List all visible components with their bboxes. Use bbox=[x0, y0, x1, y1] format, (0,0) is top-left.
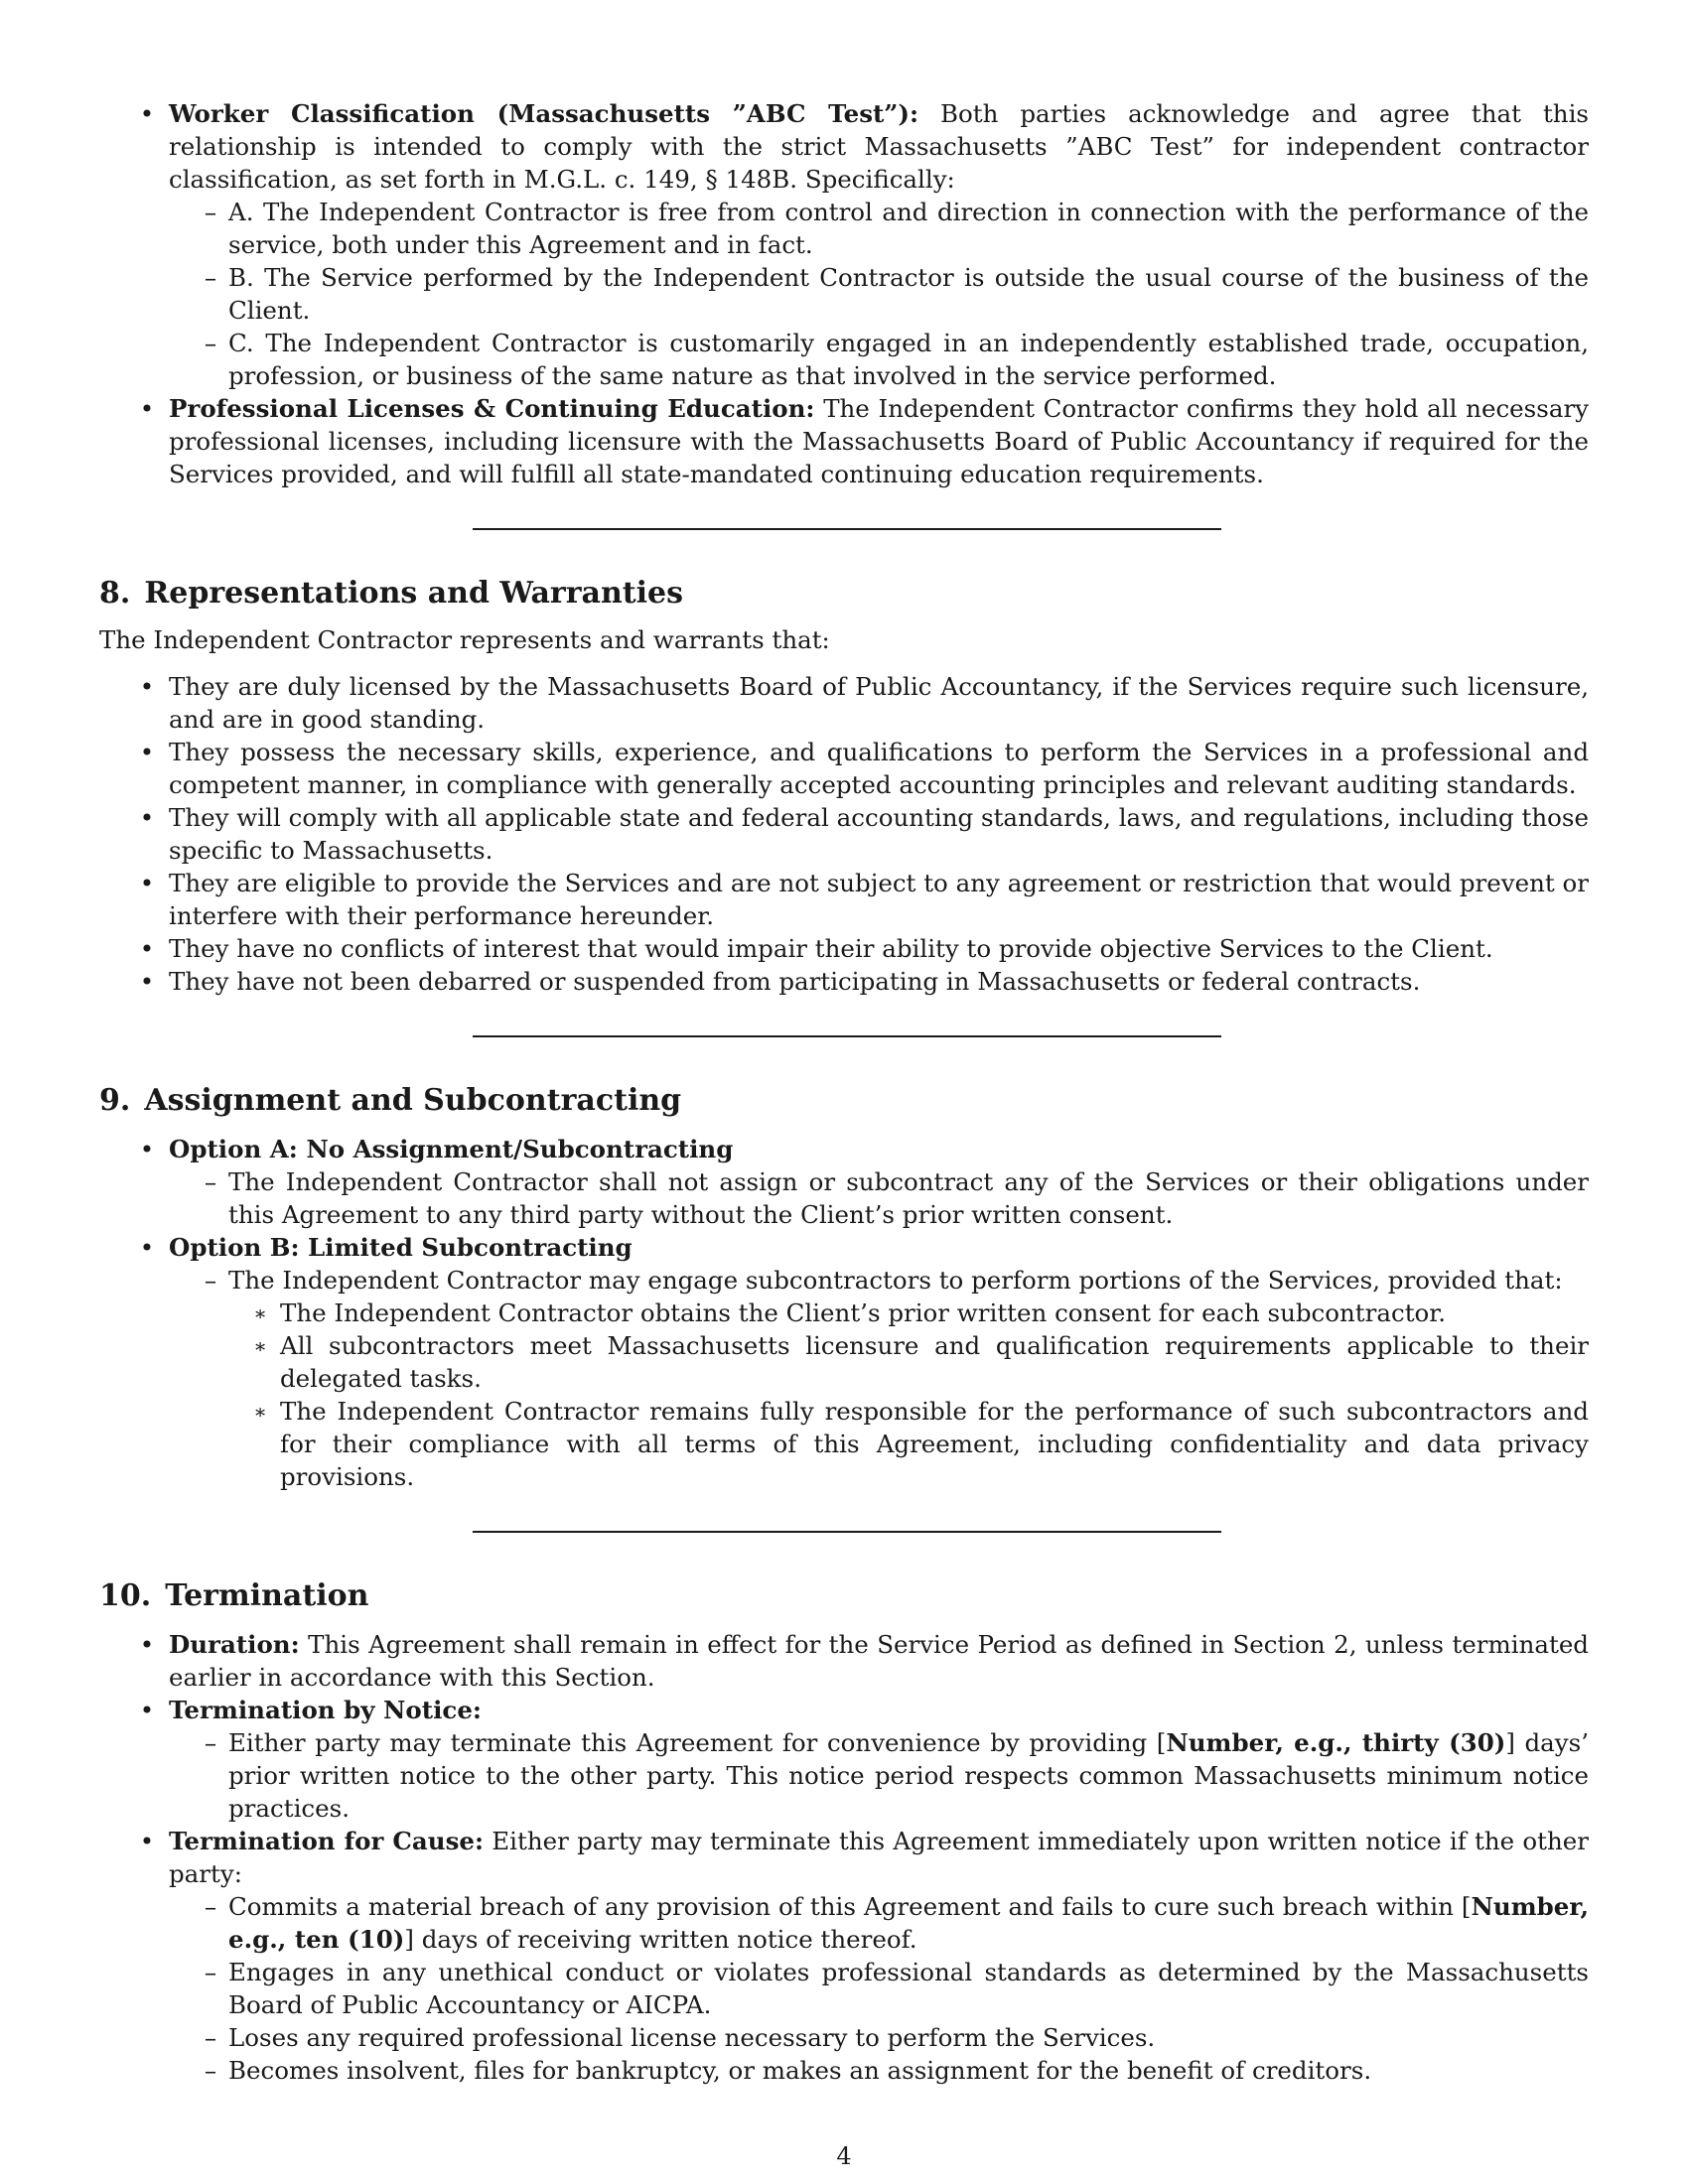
document-page bbox=[99, 97, 1589, 2087]
item-label: Termination for Cause: bbox=[169, 1827, 484, 1855]
list-item bbox=[169, 1956, 1589, 2021]
item-label: Duration: bbox=[169, 1630, 300, 1659]
item-text: The Independent Contractor shall not assign or subcontract any of the Services or their obligations under this Agreement to any third party without the Client’s prior written consent. bbox=[228, 1167, 1589, 1229]
item-text: All subcontractors meet Massachusetts licensure and qualification requirements applicable to their delegated tasks. bbox=[280, 1331, 1589, 1393]
section-8-intro: The Independent Contractor represents and warrants that: bbox=[99, 625, 830, 654]
item-text: They have not been debarred or suspended from participating in Massachusetts or federal contracts. bbox=[169, 967, 1421, 996]
bullet-marker: • bbox=[139, 1696, 155, 1724]
list-item bbox=[169, 1264, 1589, 1493]
dash-marker: – bbox=[204, 2056, 217, 2085]
list-item-option-b bbox=[99, 1231, 1589, 1493]
list-item bbox=[228, 1297, 1589, 1329]
item-text: The Independent Contractor may engage subcontractors to perform portions of the Services, provided that: bbox=[228, 1266, 1563, 1295]
bullet-marker: • bbox=[139, 934, 155, 963]
dash-marker: – bbox=[204, 1728, 217, 1757]
list-item bbox=[99, 670, 1589, 736]
bullet-marker: • bbox=[139, 394, 155, 423]
placeholder-number: Number, e.g., ten (10) bbox=[228, 1892, 1589, 1954]
list-item-termination-for-cause bbox=[99, 1825, 1589, 2087]
list-item bbox=[99, 965, 1589, 998]
section-number: 10. bbox=[99, 1578, 152, 1613]
dash-marker: – bbox=[204, 1958, 217, 1986]
page-number: 4 bbox=[836, 2142, 852, 2170]
section-title: Termination bbox=[165, 1578, 369, 1613]
bullet-marker: • bbox=[139, 869, 155, 897]
item-text-pre: Commits a material breach of any provision of this Agreement and fails to cure such breach within [ bbox=[228, 1892, 1472, 1921]
subcontracting-conditions-list bbox=[228, 1297, 1589, 1493]
item-text: C. The Independent Contractor is customarily engaged in an independently established trade, occupation, profession, or business of the same nature as that involved in the service performed. bbox=[228, 329, 1589, 390]
item-text: A. The Independent Contractor is free from control and direction in connection with the performance of the service, both under this Agreement and in fact. bbox=[228, 198, 1589, 259]
item-label: Termination by Notice: bbox=[169, 1696, 482, 1724]
section-8-heading bbox=[99, 576, 1589, 612]
list-item bbox=[99, 801, 1589, 867]
section-title: Representations and Warranties bbox=[144, 576, 683, 611]
section-divider bbox=[473, 1531, 1221, 1533]
section-divider bbox=[473, 528, 1221, 530]
bullet-marker: • bbox=[139, 1233, 155, 1262]
bullet-marker: • bbox=[139, 1630, 155, 1659]
option-label: Option A: No Assignment/Subcontracting bbox=[169, 1135, 734, 1163]
list-item-termination-by-notice bbox=[99, 1694, 1589, 1825]
bullet-marker: • bbox=[139, 967, 155, 996]
assignment-options-list bbox=[99, 1133, 1589, 1493]
item-text: The Independent Contractor confirms they hold all necessary professional licenses, including licensure with the Massachusetts Board of Public Accountancy if required for the Services provided, and will fulfill all state-mandated continuing education requirements. bbox=[169, 394, 1589, 488]
item-text: Either party may terminate this Agreement immediately upon written notice if the other party: bbox=[169, 1827, 1589, 1888]
bullet-marker: • bbox=[139, 1135, 155, 1163]
termination-list bbox=[99, 1628, 1589, 2087]
item-label: Worker Classification (Massachusetts ”ABC Test”): bbox=[169, 99, 919, 128]
dash-marker: – bbox=[204, 263, 217, 292]
item-text: Becomes insolvent, files for bankruptcy, or makes an assignment for the benefit of creditors. bbox=[228, 2056, 1372, 2085]
list-item-abc-c bbox=[169, 327, 1589, 392]
section-divider bbox=[473, 1035, 1221, 1037]
dash-marker: – bbox=[204, 1167, 217, 1196]
item-text: Loses any required professional license necessary to perform the Services. bbox=[228, 2023, 1156, 2052]
list-item bbox=[228, 1395, 1589, 1493]
warranties-list bbox=[99, 670, 1589, 998]
list-item-abc-b bbox=[169, 261, 1589, 327]
cause-conditions-list bbox=[169, 1890, 1589, 2087]
item-text-pre: Either party may terminate this Agreement for convenience by providing [ bbox=[228, 1728, 1167, 1757]
section-number: 9. bbox=[99, 1083, 131, 1118]
abc-test-list bbox=[169, 196, 1589, 392]
item-text: This Agreement shall remain in effect for the Service Period as defined in Section 2, unless terminated earlier in accordance with this Section. bbox=[169, 1630, 1589, 1692]
bullet-marker: • bbox=[139, 672, 155, 701]
item-label: Professional Licenses & Continuing Education: bbox=[169, 394, 815, 423]
section-number: 8. bbox=[99, 576, 131, 611]
list-item bbox=[169, 2054, 1589, 2087]
list-item bbox=[169, 2021, 1589, 2054]
item-text: B. The Service performed by the Independent Contractor is outside the usual course of the business of the Client. bbox=[228, 263, 1589, 325]
list-item bbox=[228, 1329, 1589, 1395]
dash-marker: – bbox=[204, 329, 217, 357]
list-item bbox=[169, 1165, 1589, 1231]
star-marker: ∗ bbox=[253, 1301, 267, 1325]
list-item-worker-classification bbox=[99, 97, 1589, 392]
section-9-heading bbox=[99, 1083, 1589, 1119]
dash-marker: – bbox=[204, 1892, 217, 1921]
item-text: Engages in any unethical conduct or violates professional standards as determined by the Massachusetts Board of Public Accountancy or AICPA. bbox=[228, 1958, 1589, 2019]
list-item bbox=[99, 736, 1589, 801]
classification-list bbox=[99, 97, 1589, 490]
list-item-duration bbox=[99, 1628, 1589, 1694]
option-b-details bbox=[169, 1264, 1589, 1493]
item-text-post: ] days’ prior written notice to the other party. This notice period respects common Massachusetts minimum notice practices. bbox=[228, 1728, 1589, 1823]
bullet-marker: • bbox=[139, 99, 155, 128]
item-text: The Independent Contractor obtains the Client’s prior written consent for each subcontractor. bbox=[280, 1298, 1447, 1327]
star-marker: ∗ bbox=[253, 1400, 267, 1424]
section-title: Assignment and Subcontracting bbox=[144, 1083, 682, 1118]
item-text: They have no conflicts of interest that would impair their ability to provide objective Services to the Client. bbox=[169, 934, 1493, 963]
placeholder-number: Number, e.g., thirty (30) bbox=[1166, 1728, 1506, 1757]
list-item bbox=[99, 867, 1589, 932]
list-item bbox=[99, 932, 1589, 965]
list-item-professional-licenses bbox=[99, 392, 1589, 490]
item-text: Both parties acknowledge and agree that this relationship is intended to comply with the strict Massachusetts ”ABC Test” for independent contractor classification, as set forth in M.G.L. c. 149, § 148B. Specifically: bbox=[169, 99, 1589, 194]
dash-marker: – bbox=[204, 198, 217, 226]
bullet-marker: • bbox=[139, 738, 155, 766]
star-marker: ∗ bbox=[253, 1334, 267, 1358]
list-item-option-a bbox=[99, 1133, 1589, 1231]
dash-marker: – bbox=[204, 1266, 217, 1295]
notice-details bbox=[169, 1726, 1589, 1825]
list-item-abc-a bbox=[169, 196, 1589, 261]
list-item bbox=[169, 1890, 1589, 1956]
section-10-heading bbox=[99, 1578, 1589, 1614]
item-text: They possess the necessary skills, experience, and qualifications to perform the Services in a professional and competent manner, in compliance with generally accepted accounting principles and relevant auditing standards. bbox=[169, 738, 1589, 799]
list-item bbox=[169, 1726, 1589, 1825]
bullet-marker: • bbox=[139, 1827, 155, 1855]
option-label: Option B: Limited Subcontracting bbox=[169, 1233, 633, 1262]
item-text: They are duly licensed by the Massachusetts Board of Public Accountancy, if the Services require such licensure, and are in good standing. bbox=[169, 672, 1589, 734]
item-text: The Independent Contractor remains fully responsible for the performance of such subcontractors and for their compliance with all terms of this Agreement, including confidentiality and data privacy provisions. bbox=[280, 1397, 1589, 1491]
bullet-marker: • bbox=[139, 803, 155, 832]
item-text: They are eligible to provide the Services and are not subject to any agreement or restriction that would prevent or interfere with their performance hereunder. bbox=[169, 869, 1589, 930]
item-text-post: ] days of receiving written notice thereof. bbox=[404, 1925, 917, 1954]
dash-marker: – bbox=[204, 2023, 217, 2052]
option-a-details bbox=[169, 1165, 1589, 1231]
item-text: They will comply with all applicable state and federal accounting standards, laws, and regulations, including those specific to Massachusetts. bbox=[169, 803, 1589, 865]
